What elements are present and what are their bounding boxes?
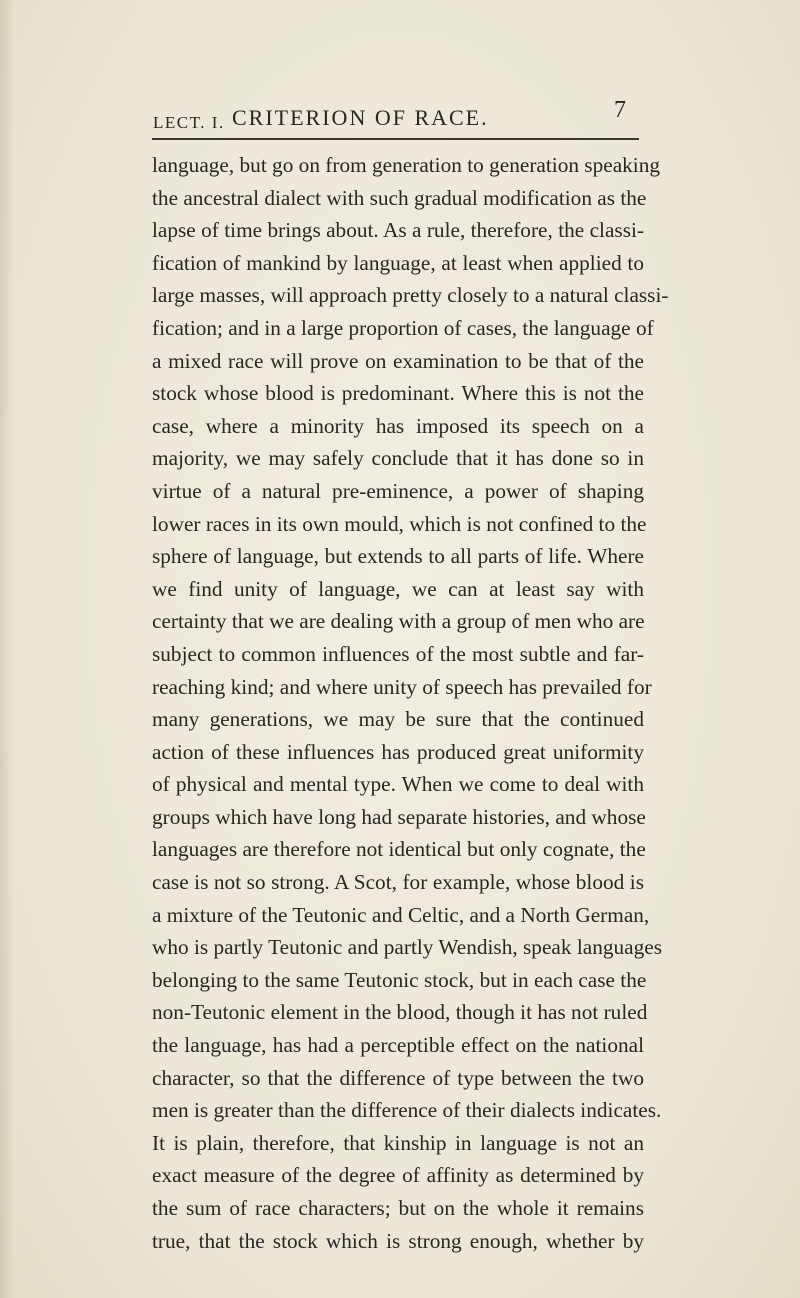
text-line: stock whose blood is predominant. Where this is not the xyxy=(152,381,644,406)
text-line: we find unity of language, we can at least say with xyxy=(152,576,644,601)
text-line: certainty that we are dealing with a group of men who are xyxy=(152,609,645,634)
text-line: virtue of a natural pre-eminence, a power of shaping xyxy=(152,478,644,503)
text-line: many generations, we may be sure that the continued xyxy=(152,707,644,732)
text-line: It is plain, therefore, that kinship in language is not an xyxy=(152,1130,644,1155)
text-line: belonging to the same Teutonic stock, but in each case the xyxy=(152,967,647,992)
text-line: lower races in its own mould, which is not confined to the xyxy=(152,511,647,536)
text-line: subject to common influences of the most subtle and far- xyxy=(152,641,644,666)
running-title: CRITERION OF RACE. xyxy=(232,105,489,130)
page-number: 7 xyxy=(614,97,626,123)
lecture-label: LECT. I. xyxy=(153,113,225,132)
text-line: fication; and in a large proportion of cases, the language of xyxy=(152,315,654,340)
header-rule xyxy=(152,138,639,140)
text-line: fication of mankind by language, at least when applied to xyxy=(152,250,644,275)
text-line: character, so that the difference of type between the two xyxy=(152,1065,644,1090)
text-line: action of these influences has produced great uniformity xyxy=(152,739,644,764)
text-line: case, where a minority has imposed its speech on a xyxy=(152,413,644,438)
text-line: case is not so strong. A Scot, for example, whose blood is xyxy=(152,870,644,895)
text-line: reaching kind; and where unity of speech has prevailed for xyxy=(152,674,652,699)
text-line: majority, we may safely conclude that it has done so in xyxy=(152,446,644,471)
text-line: large masses, will approach pretty closely to a natural classi- xyxy=(152,283,669,308)
text-line: sphere of language, but extends to all parts of life. Where xyxy=(152,544,644,569)
text-line: of physical and mental type. When we come to deal with xyxy=(152,772,644,797)
text-line: a mixture of the Teutonic and Celtic, and a North German, xyxy=(152,902,650,927)
text-line: true, that the stock which is strong enough, whether by xyxy=(152,1228,644,1253)
text-line: groups which have long had separate histories, and whose xyxy=(152,804,646,829)
text-line: the ancestral dialect with such gradual modification as the xyxy=(152,185,647,210)
text-line: language, but go on from generation to generation speaking xyxy=(152,153,661,177)
text-line: men is greater than the difference of their dialects indicates. xyxy=(152,1098,662,1123)
text-line: exact measure of the degree of affinity as determined by xyxy=(152,1163,644,1188)
text-line: non-Teutonic element in the blood, though it has not ruled xyxy=(152,1000,648,1025)
text-line: a mixed race will prove on examination to be that of the xyxy=(152,348,644,373)
text-line: who is partly Teutonic and partly Wendish, speak languages xyxy=(152,935,662,960)
text-line: the language, has had a perceptible effect on the national xyxy=(152,1033,644,1058)
running-header xyxy=(0,0,800,150)
text-line: lapse of time brings about. As a rule, therefore, the classi- xyxy=(152,218,644,243)
body-text xyxy=(152,149,669,1257)
text-line: languages are therefore not identical but only cognate, the xyxy=(152,837,646,862)
text-line: the sum of race characters; but on the whole it remains xyxy=(152,1196,644,1220)
binding-shadow xyxy=(0,0,14,1298)
